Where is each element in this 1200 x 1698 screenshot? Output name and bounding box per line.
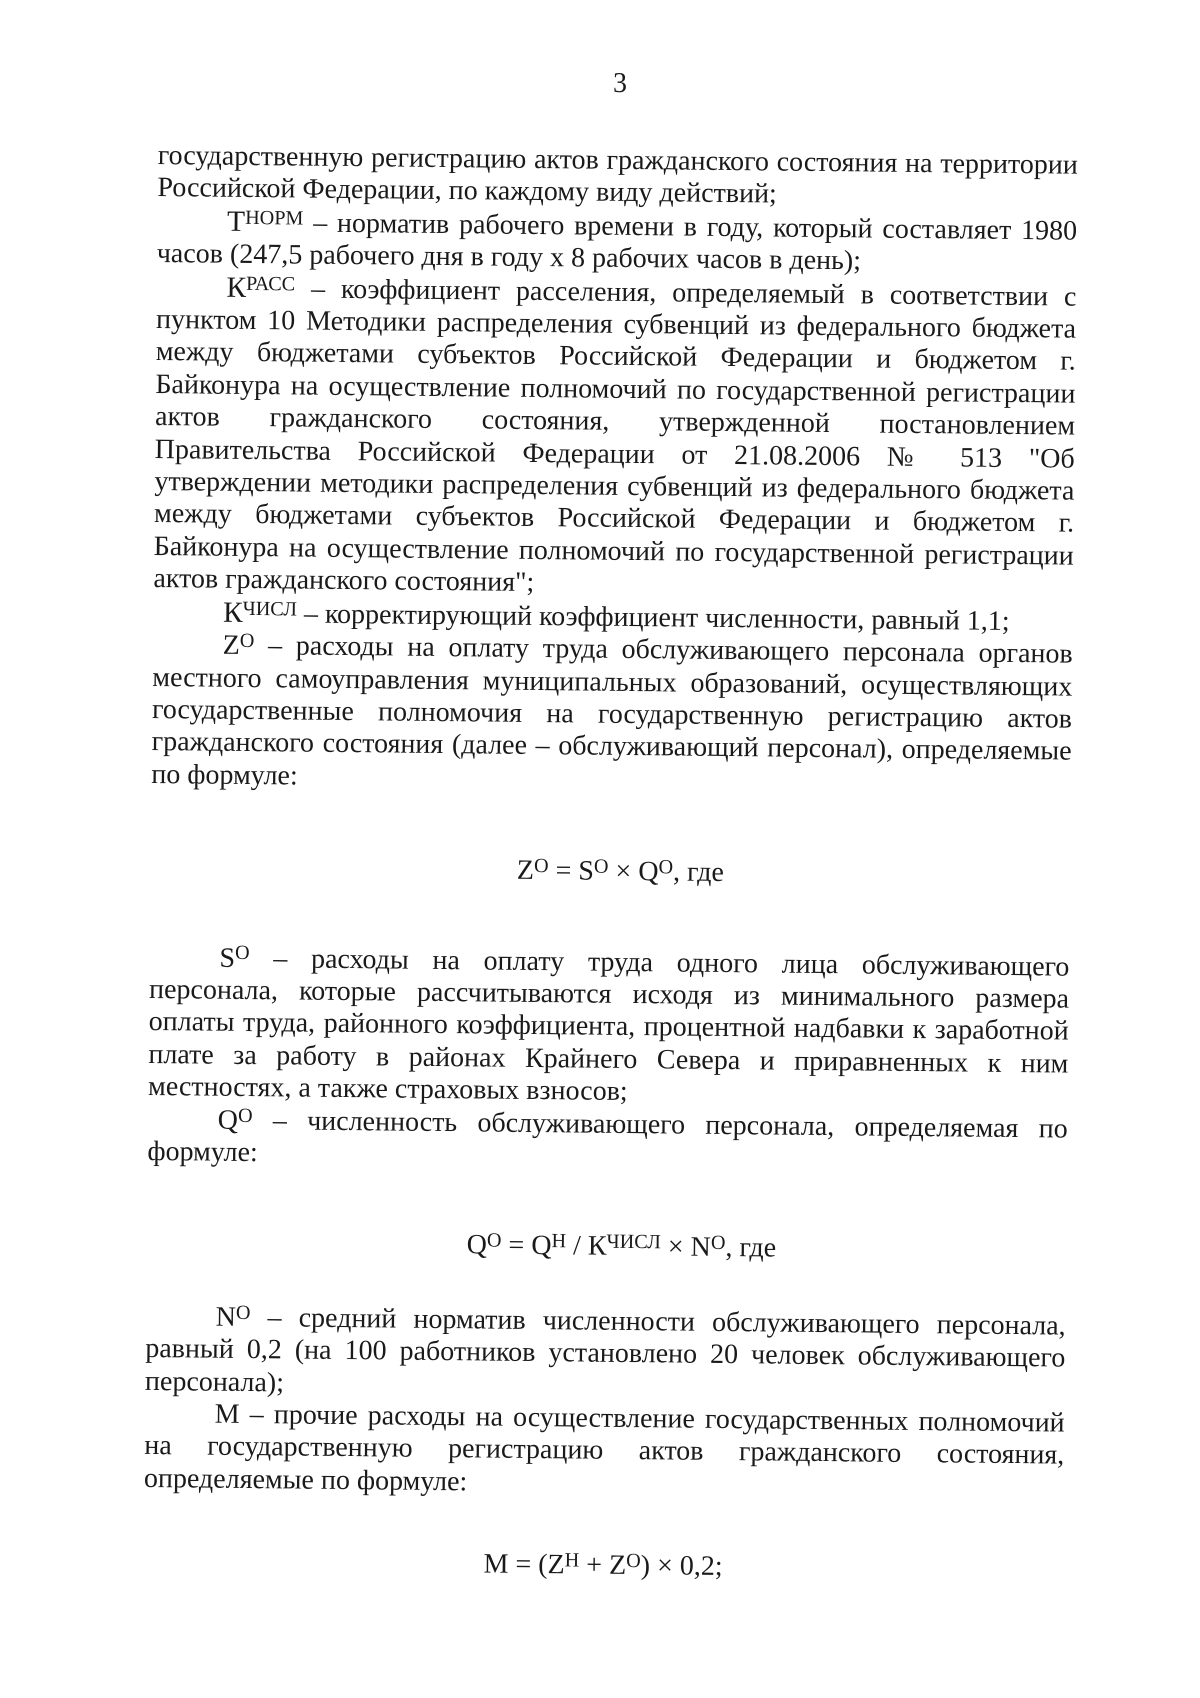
- formula-symbol: Z: [547, 1549, 565, 1581]
- formula-symbol: S: [578, 855, 595, 887]
- formula-operator: =: [501, 1230, 532, 1262]
- paragraph-z-o-text: – расходы на оплату труда обслуживающего персонала органов местного самоуправления муниципальных образований, осуществляющих государственные полномочия на государственную регистрацию актов гражданского состояния (далее – обслуживающий персонал), определяемые по формуле:: [151, 630, 1073, 792]
- formula-tail: ) × 0,2;: [640, 1550, 723, 1583]
- paragraph-continuation: государственную регистрацию актов гражданского состояния на территории Российской Федерации, по каждому виду действий;: [157, 140, 1078, 210]
- paragraph-k-rass: [153, 271, 1076, 606]
- formula-operator: /: [565, 1230, 589, 1262]
- formula-superscript: Н: [564, 1549, 580, 1572]
- paragraph-s-o: [148, 941, 1070, 1113]
- paragraph-m: [144, 1398, 1065, 1505]
- symbol-k: К: [222, 596, 243, 629]
- formula-z-o: [150, 851, 1070, 893]
- paragraph-m-text: – прочие расходы на осуществление государственных полномочий на государственную регистрацию актов гражданского состояния, определяемые по формуле:: [143, 1399, 1065, 1498]
- paragraph-k-rass-text: – коэффициент расселения, определяемый в соответствии с пунктом 10 Методики распределения субвенций из федерального бюджета между бюджетами субъектов Российской Федерации и бюджетом г. Байконура на осуществление полномочий по государственной регистрации актов гражданского состояния, утвержденной постановлением Правительства Российской Федерации от 21.08.2006 № 513 "Об утверждении методики распределения субвенций из федерального бюджета между бюджетами субъектов Российской Федерации и бюджетом г. Байконура на осуществление полномочий по государственной регистрации актов гражданского состояния";: [153, 273, 1077, 599]
- formula-m: [143, 1545, 1063, 1587]
- formula-superscript: О: [658, 856, 674, 879]
- formula-operator: ×: [660, 1231, 691, 1264]
- paragraph-k-chisl-text: – корректирующий коэффициент численности, равный 1,1;: [303, 598, 1010, 637]
- symbol-k: К: [226, 271, 247, 304]
- formula-superscript: О: [593, 855, 609, 878]
- document-body: [143, 140, 1078, 1587]
- symbol-o-superscript: О: [237, 1104, 253, 1127]
- symbol-z: Z: [222, 629, 240, 661]
- formula-tail: , где: [725, 1232, 777, 1264]
- symbol-n: N: [215, 1301, 237, 1333]
- symbol-q: Q: [217, 1104, 239, 1136]
- paragraph-n-o-text: – средний норматив численности обслуживающего персонала, равный 0,2 (на 100 работников установлено 20 человек обслуживающего персонала);: [144, 1301, 1066, 1398]
- symbol-o-superscript: О: [235, 1301, 251, 1324]
- formula-symbol: Z: [516, 854, 535, 887]
- symbol-o-superscript: О: [239, 629, 255, 653]
- formula-q-o: [146, 1226, 1066, 1268]
- paragraph-q-o-text: – численность обслуживающего персонала, определяемая по формуле:: [147, 1104, 1068, 1169]
- formula-operator: ×: [608, 855, 639, 888]
- paragraph-t-norm-text: – норматив рабочего времени в году, который составляет 1980 часов (247,5 рабочего дня в году х 8 рабочих часов в день);: [156, 207, 1078, 277]
- symbol-o-superscript: О: [234, 942, 250, 965]
- paragraph-t-norm: [157, 205, 1078, 280]
- formula-superscript: ЧИСЛ: [606, 1231, 661, 1254]
- formula-superscript: Н: [551, 1230, 567, 1253]
- symbol-k-chisl-superscript: ЧИСЛ: [242, 597, 298, 621]
- symbol-t: T: [226, 205, 246, 238]
- formula-superscript: О: [486, 1229, 502, 1252]
- formula-superscript: О: [533, 855, 549, 878]
- symbol-m: М: [214, 1398, 240, 1430]
- formula-tail: , где: [672, 856, 725, 889]
- symbol-k-rass-superscript: РАСС: [245, 272, 296, 296]
- formula-symbol: Z: [608, 1550, 627, 1582]
- symbol-s: S: [219, 942, 236, 974]
- paragraph-q-o: [147, 1104, 1068, 1178]
- formula-symbol: Q: [531, 1230, 552, 1262]
- formula-superscript: О: [710, 1232, 726, 1255]
- paragraph-z-o: [151, 629, 1073, 801]
- paragraph-s-o-text: – расходы на оплату труда одного лица обслуживающего персонала, которые рассчитываются исходя из минимального размера оплаты труда, районного коэффициента, процентной надбавки к заработной плате за работу в районах Крайнего Севера и приравненных к ним местностях, а также страховых взносов;: [147, 942, 1070, 1108]
- paragraph-n-o: [145, 1301, 1066, 1408]
- formula-symbol: Q: [466, 1229, 488, 1261]
- formula-operator: +: [579, 1549, 610, 1582]
- symbol-t-superscript: НОРМ: [245, 206, 304, 230]
- formula-symbol: Q: [638, 856, 659, 888]
- page-number: 3: [613, 68, 627, 99]
- formula-operator: М = (: [483, 1548, 548, 1581]
- formula-operator: =: [555, 855, 579, 887]
- formula-symbol: К: [587, 1230, 607, 1263]
- formula-superscript: О: [626, 1550, 641, 1573]
- formula-symbol: N: [690, 1232, 712, 1264]
